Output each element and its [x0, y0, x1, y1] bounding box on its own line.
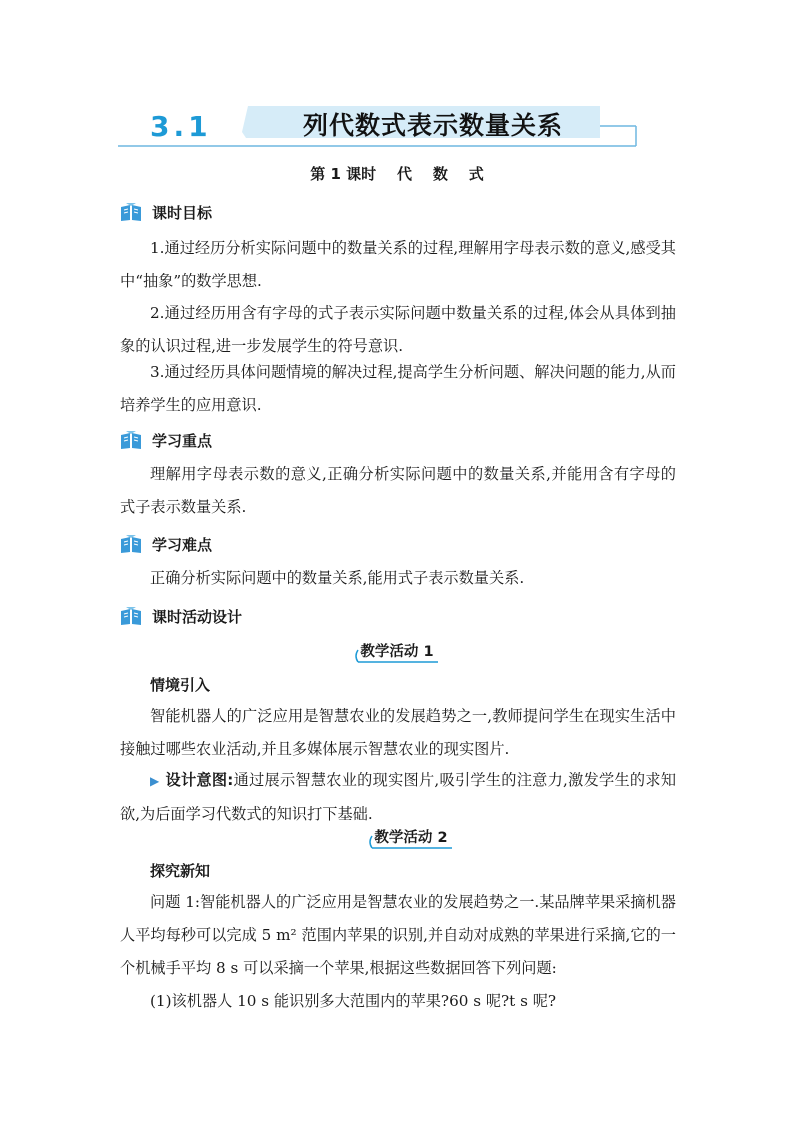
objective-item: 3.通过经历具体问题情境的解决过程,提高学生分析问题、解决问题的能力,从而培养学生的应用意识. — [120, 363, 676, 414]
section-number: 3.1 — [150, 110, 212, 143]
difficulties-text: 正确分析实际问题中的数量关系,能用式子表示数量关系. — [150, 569, 525, 587]
objectives-heading — [120, 201, 212, 223]
activity1-label-text: 教学活动 1 — [360, 644, 434, 660]
design-text: 通过展示智慧农业的现实图片,吸引学生的注意力,激发学生的求知欲,为后面学习代数式的知识打下基础. — [120, 771, 677, 823]
book-icon — [120, 202, 142, 222]
activity1-text: 智能机器人的广泛应用是智慧农业的发展趋势之一,教师提问学生在现实生活中接触过哪些农业活动,并且多媒体展示智慧农业的现实图片. — [120, 707, 676, 758]
difficulties-heading-text: 学习难点 — [152, 535, 213, 554]
activity2-label — [366, 826, 456, 850]
key-points-heading — [120, 429, 212, 451]
activity-design-heading-text: 课时活动设计 — [152, 607, 243, 626]
triangle-icon: ▶ — [150, 774, 160, 788]
design-label: 设计意图: — [165, 771, 234, 789]
section-title: 列代数式表示数量关系 — [302, 111, 563, 140]
activity-design-heading — [120, 605, 242, 627]
activity1-subheading: 情境引入 — [150, 676, 211, 694]
lesson-title: 第 1 课时 代 数 式 — [310, 165, 484, 183]
activity2-question: 问题 1:智能机器人的广泛应用是智慧农业的发展趋势之一.某品牌苹果采摘机器人平均每秒可以完成 5 m² 范围内苹果的识别,并自动对成熟的苹果进行采摘,它的一个机械手平均 8 s 可以采摘一个苹果,根据这些数据回答下列问题: — [120, 893, 676, 977]
key-points-text: 理解用字母表示数的意义,正确分析实际问题中的数量关系,并能用含有字母的式子表示数量关系. — [120, 465, 676, 516]
activity2-label-text: 教学活动 2 — [374, 830, 448, 846]
book-icon — [120, 430, 142, 450]
book-icon — [120, 606, 142, 626]
activity2-sub-question: (1)该机器人 10 s 能识别多大范围内的苹果?60 s 呢?t s 呢? — [150, 992, 557, 1010]
objectives-heading-text: 课时目标 — [152, 203, 213, 222]
objective-item: 1.通过经历分析实际问题中的数量关系的过程,理解用字母表示数的意义,感受其中“抽象”的数学思想. — [120, 239, 676, 290]
activity1-label — [352, 640, 442, 664]
activity1-design — [120, 764, 676, 831]
activity2-subheading: 探究新知 — [150, 862, 211, 880]
section-banner — [118, 102, 638, 154]
key-points-heading-text: 学习重点 — [152, 431, 213, 450]
book-icon — [120, 534, 142, 554]
objective-item: 2.通过经历用含有字母的式子表示实际问题中数量关系的过程,体会从具体到抽象的认识过程,进一步发展学生的符号意识. — [120, 304, 676, 355]
difficulties-heading — [120, 533, 212, 555]
